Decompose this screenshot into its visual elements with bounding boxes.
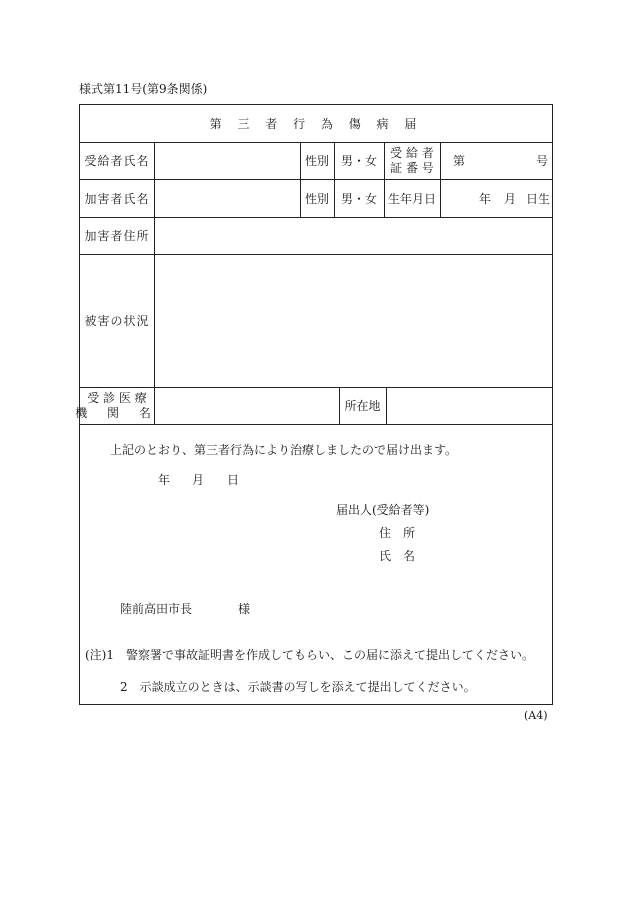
perpetrator-address-field[interactable] bbox=[155, 217, 552, 254]
birth-day-unit: 日生 bbox=[526, 191, 551, 206]
clinic-name-label-line2: 機 関 名 bbox=[75, 405, 159, 420]
cert-number-label bbox=[384, 142, 440, 179]
applicant-address-label: 住 所 bbox=[379, 526, 416, 540]
damage-status-label: 被害の状況 bbox=[84, 314, 150, 328]
form-frame bbox=[75, 104, 553, 705]
perpetrator-name-label: 加害者氏名 bbox=[84, 191, 150, 206]
perpetrator-name-field[interactable] bbox=[155, 179, 300, 217]
note-1: (注)1 警察署で事故証明書を作成してもらい、この届に添えて提出してください。 bbox=[85, 648, 535, 662]
recipient-name-label: 受給者氏名 bbox=[84, 154, 150, 168]
applicant-label: 届出人(受給者等) bbox=[336, 503, 430, 517]
form-number: 様式第11号(第9条関係) bbox=[79, 82, 208, 96]
date-year-unit: 年 bbox=[158, 473, 171, 487]
date-day-unit: 日 bbox=[227, 473, 240, 487]
recipient-gender-options[interactable]: 男・女 bbox=[340, 154, 377, 168]
perpetrator-gender-options[interactable]: 男・女 bbox=[340, 191, 377, 206]
birth-year-unit: 年 bbox=[479, 191, 492, 206]
recipient-name-field[interactable] bbox=[155, 142, 300, 179]
clinic-name-field[interactable] bbox=[155, 387, 339, 424]
clinic-name-label bbox=[75, 387, 159, 424]
note-2: 2 示談成立のときは、示談書の写しを添えて提出してください。 bbox=[120, 680, 476, 694]
cert-number-field[interactable] bbox=[475, 142, 525, 179]
declaration-statement: 上記のとおり、第三者行為により治療しましたので届け出ます。 bbox=[110, 443, 458, 457]
birth-date-label: 生年月日 bbox=[387, 191, 436, 206]
addressee: 陸前高田市長 bbox=[120, 602, 193, 616]
paper-size: (A4) bbox=[524, 709, 548, 722]
perpetrator-address-label: 加害者住所 bbox=[84, 229, 150, 243]
recipient-gender-label: 性別 bbox=[304, 154, 329, 168]
rule-clinic-bottom bbox=[80, 424, 552, 425]
rule-cert-value-left bbox=[440, 142, 441, 217]
cert-number-prefix: 第 bbox=[453, 154, 466, 168]
date-month-unit: 月 bbox=[192, 473, 205, 487]
cert-number-suffix: 号 bbox=[536, 154, 549, 168]
birth-month-unit: 月 bbox=[504, 191, 517, 206]
clinic-location-field[interactable] bbox=[387, 387, 552, 424]
cert-number-label-line2: 証 番 号 bbox=[390, 160, 434, 175]
form-title: 第 三 者 行 為 傷 病 届 bbox=[209, 117, 423, 131]
clinic-name-label-line1: 受 診 医 療 bbox=[87, 390, 147, 405]
clinic-location-label: 所在地 bbox=[344, 399, 381, 413]
damage-status-field[interactable] bbox=[155, 254, 552, 387]
addressee-honorific: 様 bbox=[238, 602, 251, 616]
applicant-name-label: 氏 名 bbox=[379, 549, 416, 563]
cert-number-label-line1: 受 給 者 bbox=[390, 145, 434, 160]
perpetrator-gender-label: 性別 bbox=[304, 191, 329, 206]
